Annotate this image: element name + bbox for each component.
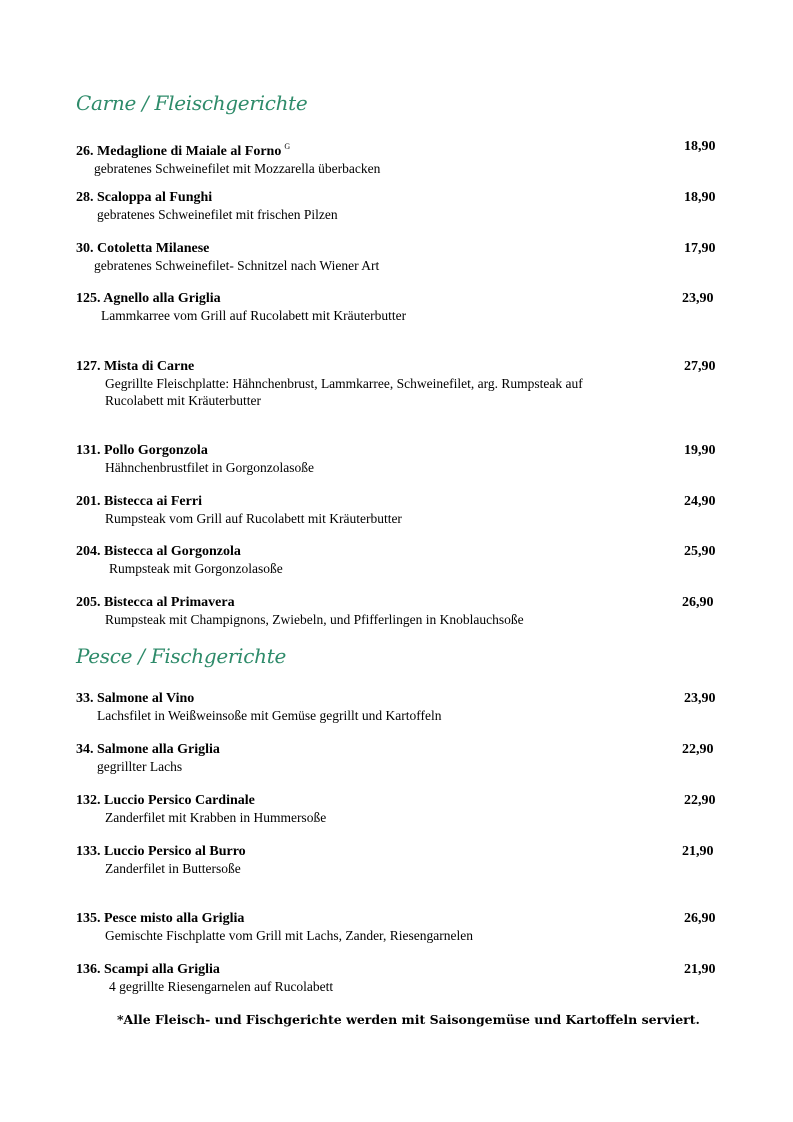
item-price: 23,90: [682, 291, 714, 306]
item-price: 23,90: [684, 691, 716, 706]
menu-item: [76, 358, 726, 409]
item-price: 24,90: [684, 494, 716, 509]
item-name: 131. Pollo Gorgonzola: [76, 443, 208, 458]
item-description: Rumpsteak vom Grill auf Rucolabett mit Kräuterbutter: [105, 511, 402, 526]
item-description: Rumpsteak mit Gorgonzolasoße: [109, 561, 283, 576]
item-name: 28. Scaloppa al Funghi: [76, 190, 213, 205]
menu-item: [76, 138, 726, 177]
item-price: 21,90: [684, 962, 716, 977]
item-name: 135. Pesce misto alla Griglia: [76, 911, 245, 926]
item-name: 204. Bistecca al Gorgonzola: [76, 544, 241, 559]
menu-item: [76, 442, 726, 476]
item-description-continued: Rucolabett mit Kräuterbutter: [105, 393, 261, 408]
item-price: 22,90: [682, 742, 714, 757]
item-price: 19,90: [684, 443, 716, 458]
item-price: 25,90: [684, 544, 716, 559]
item-name: 125. Agnello alla Griglia: [76, 291, 221, 306]
menu-item: [76, 543, 726, 577]
menu-item: [76, 594, 726, 628]
menu-item: [76, 189, 726, 223]
item-price: 26,90: [682, 595, 714, 610]
item-description: Gemischte Fischplatte vom Grill mit Lachs, Zander, Riesengarnelen: [105, 928, 473, 943]
item-name: 136. Scampi alla Griglia: [76, 962, 220, 977]
item-price: 26,90: [684, 911, 716, 926]
item-price: 21,90: [682, 844, 714, 859]
section-title-carne: Carne / Fleischgerichte: [76, 91, 308, 115]
item-description: 4 gegrillte Riesengarnelen auf Rucolabett: [109, 979, 334, 994]
menu-item: [76, 493, 726, 527]
item-name: 201. Bistecca ai Ferri: [76, 494, 202, 509]
item-description: gebratenes Schweinefilet- Schnitzel nach Wiener Art: [94, 258, 380, 273]
item-description: Lachsfilet in Weißweinsoße mit Gemüse gegrillt und Kartoffeln: [97, 708, 442, 723]
item-name: 34. Salmone alla Griglia: [76, 742, 220, 757]
menu-item: [76, 961, 726, 995]
menu-item: [76, 910, 726, 944]
item-name: 127. Mista di Carne: [76, 359, 195, 374]
item-description: Rumpsteak mit Champignons, Zwiebeln, und Pfifferlingen in Knoblauchsoße: [105, 612, 524, 627]
menu-item: [76, 792, 726, 826]
allergen-marker: G: [284, 142, 291, 151]
item-description: Lammkarree vom Grill auf Rucolabett mit Kräuterbutter: [101, 308, 407, 323]
item-price: 18,90: [684, 190, 716, 205]
item-description: Zanderfilet in Buttersoße: [105, 861, 241, 876]
item-name: 30. Cotoletta Milanese: [76, 241, 210, 256]
item-price: 17,90: [684, 241, 716, 256]
menu-item: [76, 290, 726, 324]
item-price: 22,90: [684, 793, 716, 808]
menu-item: [76, 690, 726, 724]
item-description: gebratenes Schweinefilet mit frischen Pilzen: [97, 207, 338, 222]
item-price: 27,90: [684, 359, 716, 374]
menu-item: [76, 741, 726, 775]
item-name: 26. Medaglione di Maiale al Forno $^G$: [76, 142, 291, 159]
item-name: 205. Bistecca al Primavera: [76, 595, 235, 610]
footnote: *Alle Fleisch- und Fischgerichte werden mit Saisongemüse und Kartoffeln serviert.: [117, 1012, 700, 1027]
menu-item: [76, 843, 726, 877]
item-name: 133. Luccio Persico al Burro: [76, 844, 246, 859]
item-description: Hähnchenbrustfilet in Gorgonzolasoße: [105, 460, 314, 475]
item-price: 18,90: [684, 139, 716, 154]
item-name: 33. Salmone al Vino: [76, 691, 195, 706]
item-description: Gegrillte Fleischplatte: Hähnchenbrust, Lammkarree, Schweinefilet, arg. Rumpsteak auf: [105, 376, 583, 391]
menu-item: [76, 240, 726, 274]
item-description: Zanderfilet mit Krabben in Hummersoße: [105, 810, 327, 825]
item-description: gegrillter Lachs: [97, 759, 183, 774]
item-name: 132. Luccio Persico Cardinale: [76, 793, 255, 808]
section-title-pesce: Pesce / Fischgerichte: [76, 644, 287, 668]
item-description: gebratenes Schweinefilet mit Mozzarella überbacken: [94, 161, 381, 176]
